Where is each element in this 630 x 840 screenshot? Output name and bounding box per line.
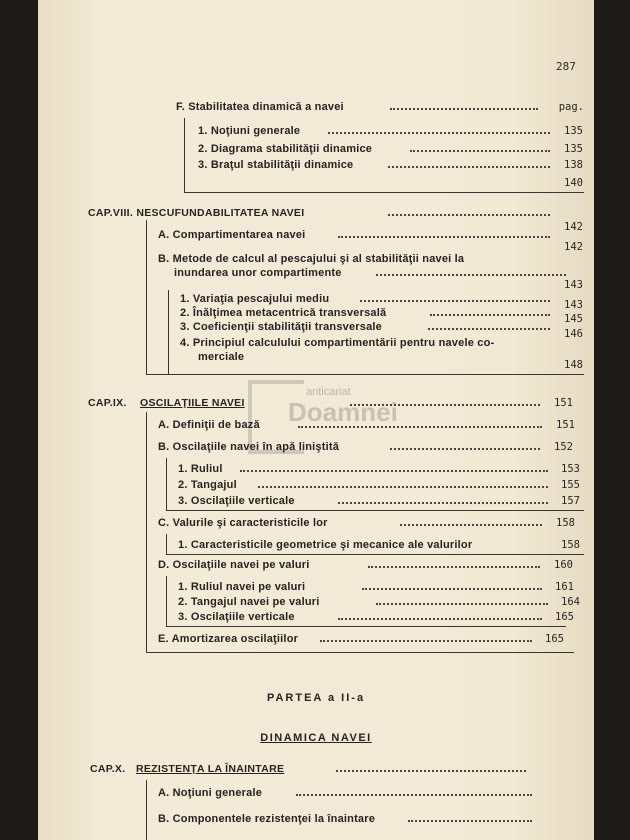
dot-leader	[258, 486, 548, 488]
toc-entry	[38, 580, 594, 594]
toc-entry-label: inundarea unor compartimente	[174, 267, 342, 279]
toc-entry	[38, 142, 594, 156]
dot-leader	[338, 502, 548, 504]
toc-entry	[38, 252, 594, 266]
toc-entry-page: 160	[554, 559, 573, 571]
bracket-line	[166, 510, 584, 511]
chapter-title: CAP.VIII. NESCUFUNDABILITATEA NAVEI	[88, 207, 305, 219]
toc-entry-label: 4. Principiul calculului compartimentării pentru navele co-	[180, 337, 495, 349]
part-heading	[38, 686, 594, 705]
bracket-line	[184, 192, 584, 193]
bracket-line	[146, 374, 584, 375]
dot-leader	[240, 470, 548, 472]
dot-leader	[362, 588, 542, 590]
bracket-line	[146, 652, 574, 653]
toc-entry	[38, 440, 594, 454]
dot-leader	[350, 404, 540, 406]
dot-leader	[376, 274, 566, 276]
toc-entry-page: 145	[564, 313, 583, 325]
toc-entry-label: 1. Ruliul	[178, 463, 223, 475]
dot-leader	[338, 618, 542, 620]
toc-entry-label: A. Compartimentarea navei	[158, 229, 306, 241]
chapter-label: CAP.IX.	[88, 397, 127, 409]
toc-entry-page: 158	[561, 539, 580, 551]
toc-entry-page: 143	[564, 279, 583, 291]
toc-chapter-10	[38, 762, 594, 776]
chapter-label: CAP.X.	[90, 763, 126, 775]
dot-leader	[376, 603, 548, 605]
toc-chapter-9	[38, 396, 594, 410]
toc-entry-label: B. Componentele rezistenţei la înaintare	[158, 813, 376, 825]
chapter-title: OSCILAŢIILE NAVEI	[140, 397, 245, 409]
watermark-text: anticariat	[306, 386, 351, 398]
page-number: 287	[556, 60, 576, 73]
dot-leader	[296, 794, 532, 796]
part-title: PARTEA a II-a	[266, 692, 366, 704]
dot-leader	[338, 236, 550, 238]
dot-leader	[388, 214, 550, 216]
toc-entry	[38, 610, 594, 624]
toc-entry-page: 143	[564, 299, 583, 311]
toc-entry-label: 3. Oscilaţiile verticale	[178, 611, 295, 623]
part-subtitle: DINAMICA NAVEI	[260, 732, 372, 744]
dot-leader	[408, 820, 532, 822]
toc-entry-label: 1. Ruliul navei pe valuri	[178, 581, 306, 593]
dot-leader	[400, 524, 542, 526]
watermark-text: Doamnei	[288, 397, 398, 427]
toc-entry-label: 2. Tangajul	[178, 479, 237, 491]
toc-entry-page: 138	[564, 159, 583, 171]
book-page	[38, 0, 594, 840]
toc-entry-label: B. Metode de calcul al pescajului şi al stabilităţii navei la	[158, 253, 465, 265]
bracket-line	[166, 554, 584, 555]
toc-entry	[38, 278, 594, 292]
toc-entry-page: 152	[554, 441, 573, 453]
toc-entry-page: 153	[561, 463, 580, 475]
toc-entry-page: 142	[564, 221, 583, 233]
toc-entry-page: 164	[561, 596, 580, 608]
toc-entry-page: 157	[561, 495, 580, 507]
toc-entry-label: merciale	[198, 351, 245, 363]
toc-entry-label: B. Oscilaţiile navei în apă liniştită	[158, 441, 340, 453]
toc-entry-f	[38, 100, 594, 114]
bracket-line	[168, 290, 169, 374]
toc-entry	[38, 462, 594, 476]
part-subheading	[38, 726, 594, 745]
toc-entry-label: 3. Braţul stabilităţii dinamice	[198, 159, 354, 171]
dot-leader	[410, 150, 550, 152]
toc-entry-label: F. Stabilitatea dinamică a navei	[176, 101, 344, 113]
toc-entry-page: 165	[545, 633, 564, 645]
toc-entry-label: A. Noţiuni generale	[158, 787, 263, 799]
toc-entry	[38, 494, 594, 508]
toc-entry-label: 1. Caracteristicile geometrice şi mecanice ale valurilor	[178, 539, 473, 551]
toc-entry-page: 135	[564, 143, 583, 155]
toc-entry-page: 165	[555, 611, 574, 623]
toc-entry	[38, 418, 594, 432]
chapter-title: REZISTENŢA LA ÎNAINTARE	[136, 763, 285, 775]
toc-entry-page: 151	[556, 419, 575, 431]
dot-leader	[320, 640, 532, 642]
toc-entry	[38, 358, 594, 372]
toc-entry-page: 161	[555, 581, 574, 593]
dot-leader	[336, 770, 526, 772]
toc-entry-page: 151	[554, 397, 573, 409]
toc-entry-page: pag.	[558, 101, 584, 113]
toc-entry	[38, 516, 594, 530]
toc-entry-label: 2. Înălţimea metacentrică transversală	[180, 307, 387, 319]
bracket-line	[146, 412, 147, 652]
toc-entry	[38, 786, 594, 800]
toc-entry-label: A. Definiţii de bază	[158, 419, 260, 431]
toc-entry-page: 146	[564, 328, 583, 340]
bracket-line	[166, 458, 167, 510]
toc-chapter-8	[38, 206, 594, 220]
toc-entry-label: 1. Noţiuni generale	[198, 125, 301, 137]
bracket-line	[146, 220, 147, 374]
bracket-line	[146, 780, 147, 840]
toc-entry-page: 140	[564, 177, 583, 189]
toc-entry	[38, 632, 594, 646]
bracket-line	[166, 626, 566, 627]
toc-entry-label: 2. Diagrama stabilităţii dinamice	[198, 143, 373, 155]
dot-leader	[388, 166, 550, 168]
toc-entry-label: 3. Coeficienţii stabilităţii transversale	[180, 321, 382, 333]
toc-entry-page: 135	[564, 125, 583, 137]
toc-entry	[38, 176, 594, 190]
dot-leader	[368, 566, 540, 568]
dot-leader	[390, 448, 540, 450]
toc-entry	[38, 558, 594, 572]
toc-entry	[38, 812, 594, 826]
toc-entry-label: 1. Variaţia pescajului mediu	[180, 293, 330, 305]
toc-entry-page: 158	[556, 517, 575, 529]
toc-entry-page: 148	[564, 359, 583, 371]
bracket-line	[166, 576, 167, 626]
toc-entry-label: 2. Tangajul navei pe valuri	[178, 596, 320, 608]
toc-entry	[38, 124, 594, 138]
dot-leader	[328, 132, 550, 134]
toc-entry	[38, 478, 594, 492]
toc-entry-label: C. Valurile şi caracteristicile lor	[158, 517, 328, 529]
toc-entry-page: 155	[561, 479, 580, 491]
toc-entry-label: 3. Oscilaţiile verticale	[178, 495, 295, 507]
toc-entry	[38, 595, 594, 609]
toc-entry	[38, 336, 594, 350]
dot-leader	[298, 426, 542, 428]
toc-entry	[38, 158, 594, 172]
bracket-line	[166, 534, 167, 554]
toc-entry-label: D. Oscilaţiile navei pe valuri	[158, 559, 310, 571]
bracket-line	[184, 118, 185, 192]
toc-entry-label: E. Amortizarea oscilaţiilor	[158, 633, 299, 645]
toc-entry-page: 142	[564, 241, 583, 253]
dot-leader	[390, 108, 538, 110]
toc-entry	[38, 538, 594, 552]
